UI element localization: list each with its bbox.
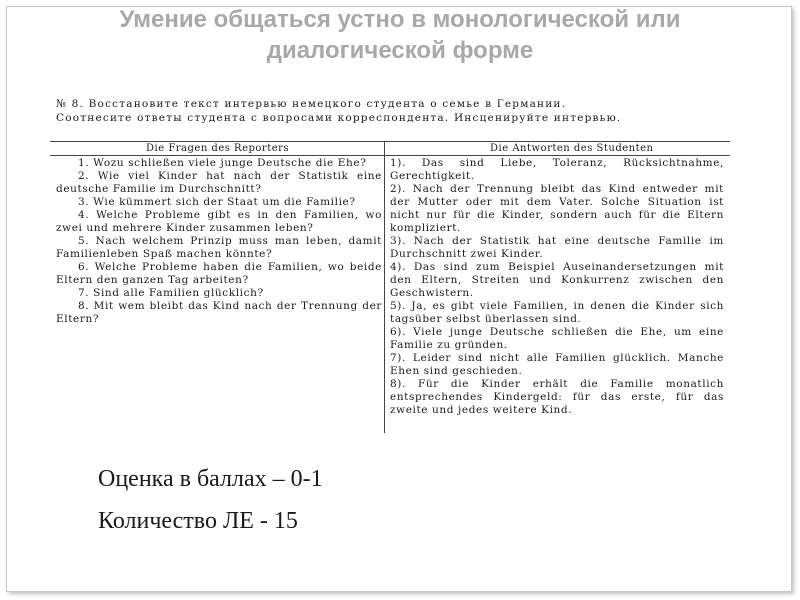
question-item: 5. Nach welchem Prinzip muss man leben, damit Familienleben Spaß machen könnte? — [56, 235, 382, 260]
slide-title — [0, 4, 800, 66]
table-column-divider — [384, 141, 385, 433]
table-top-border — [50, 141, 730, 142]
answer-item: 3). Nach der Statistik hat eine deutsche Familie im Durchschnitt zwei Kinder. — [390, 235, 724, 260]
answers-column — [390, 157, 724, 417]
table-header-divider — [50, 155, 730, 156]
questions-column — [56, 157, 382, 326]
answer-item: 2). Nach der Trennung bleibt das Kind entweder mit der Mutter oder mit dem Vater. Solche Situation ist nicht nur für die Kinder, sondern auch für die Eltern kompliziert. — [390, 183, 724, 234]
question-item: 2. Wie viel Kinder hat nach der Statistik eine deutsche Familie im Durchschnitt? — [56, 170, 382, 195]
answer-item: 7). Leider sind nicht alle Familien glücklich. Manche Ehen sind geschieden. — [390, 352, 724, 377]
question-item: 6. Welche Probleme haben die Familien, wo beide Eltern den ganzen Tag arbeiten? — [56, 261, 382, 286]
answer-item: 6). Viele junge Deutsche schließen die Ehe, um eine Familie zu gründen. — [390, 326, 724, 351]
answer-item: 5). Ja, es gibt viele Familien, in denen die Kinder sich tagsüber selbst überlassen sind. — [390, 300, 724, 325]
answer-item: 1). Das sind Liebe, Toleranz, Rücksichtnahme, Gerechtigkeit. — [390, 157, 724, 182]
task-instruction — [56, 97, 726, 125]
questions-header: Die Fragen des Reporters — [146, 143, 290, 154]
scanned-exercise — [50, 97, 730, 437]
slide-title-line-2: диалогической форме — [266, 37, 534, 64]
score-points: Оценка в баллах – 0-1 — [98, 466, 323, 492]
task-line-1: № 8. Восстановите текст интервью немецкого студента о семье в Германии. — [56, 98, 567, 110]
question-item: 4. Welche Probleme gibt es in den Familien, wo zwei und mehrere Kinder zusammen leben? — [56, 209, 382, 234]
question-item: 3. Wie kümmert sich der Staat um die Familie? — [78, 196, 356, 208]
question-item: 7. Sind alle Familien glücklich? — [78, 287, 264, 299]
answer-item: 8). Für die Kinder erhält die Familie monatlich entsprechendes Kindergeld: für das erste, für das zweite und jedes weitere Kind. — [390, 378, 724, 416]
answers-header: Die Antworten des Studenten — [490, 143, 654, 154]
score-units: Количество ЛЕ - 15 — [98, 508, 298, 534]
task-line-2: Соотнесите ответы студента с вопросами корреспондента. Инсценируйте интервью. — [56, 112, 622, 124]
answer-item: 4). Das sind zum Beispiel Auseinandersetzungen mit den Eltern, Streiten und Konkurrenz zwischen den Geschwistern. — [390, 261, 724, 299]
question-item: 1. Wozu schließen viele junge Deutsche die Ehe? — [78, 157, 367, 169]
question-item: 8. Mit wem bleibt das Kind nach der Trennung der Eltern? — [56, 300, 382, 325]
slide-title-line-1: Умение общаться устно в монологической или — [119, 6, 681, 33]
